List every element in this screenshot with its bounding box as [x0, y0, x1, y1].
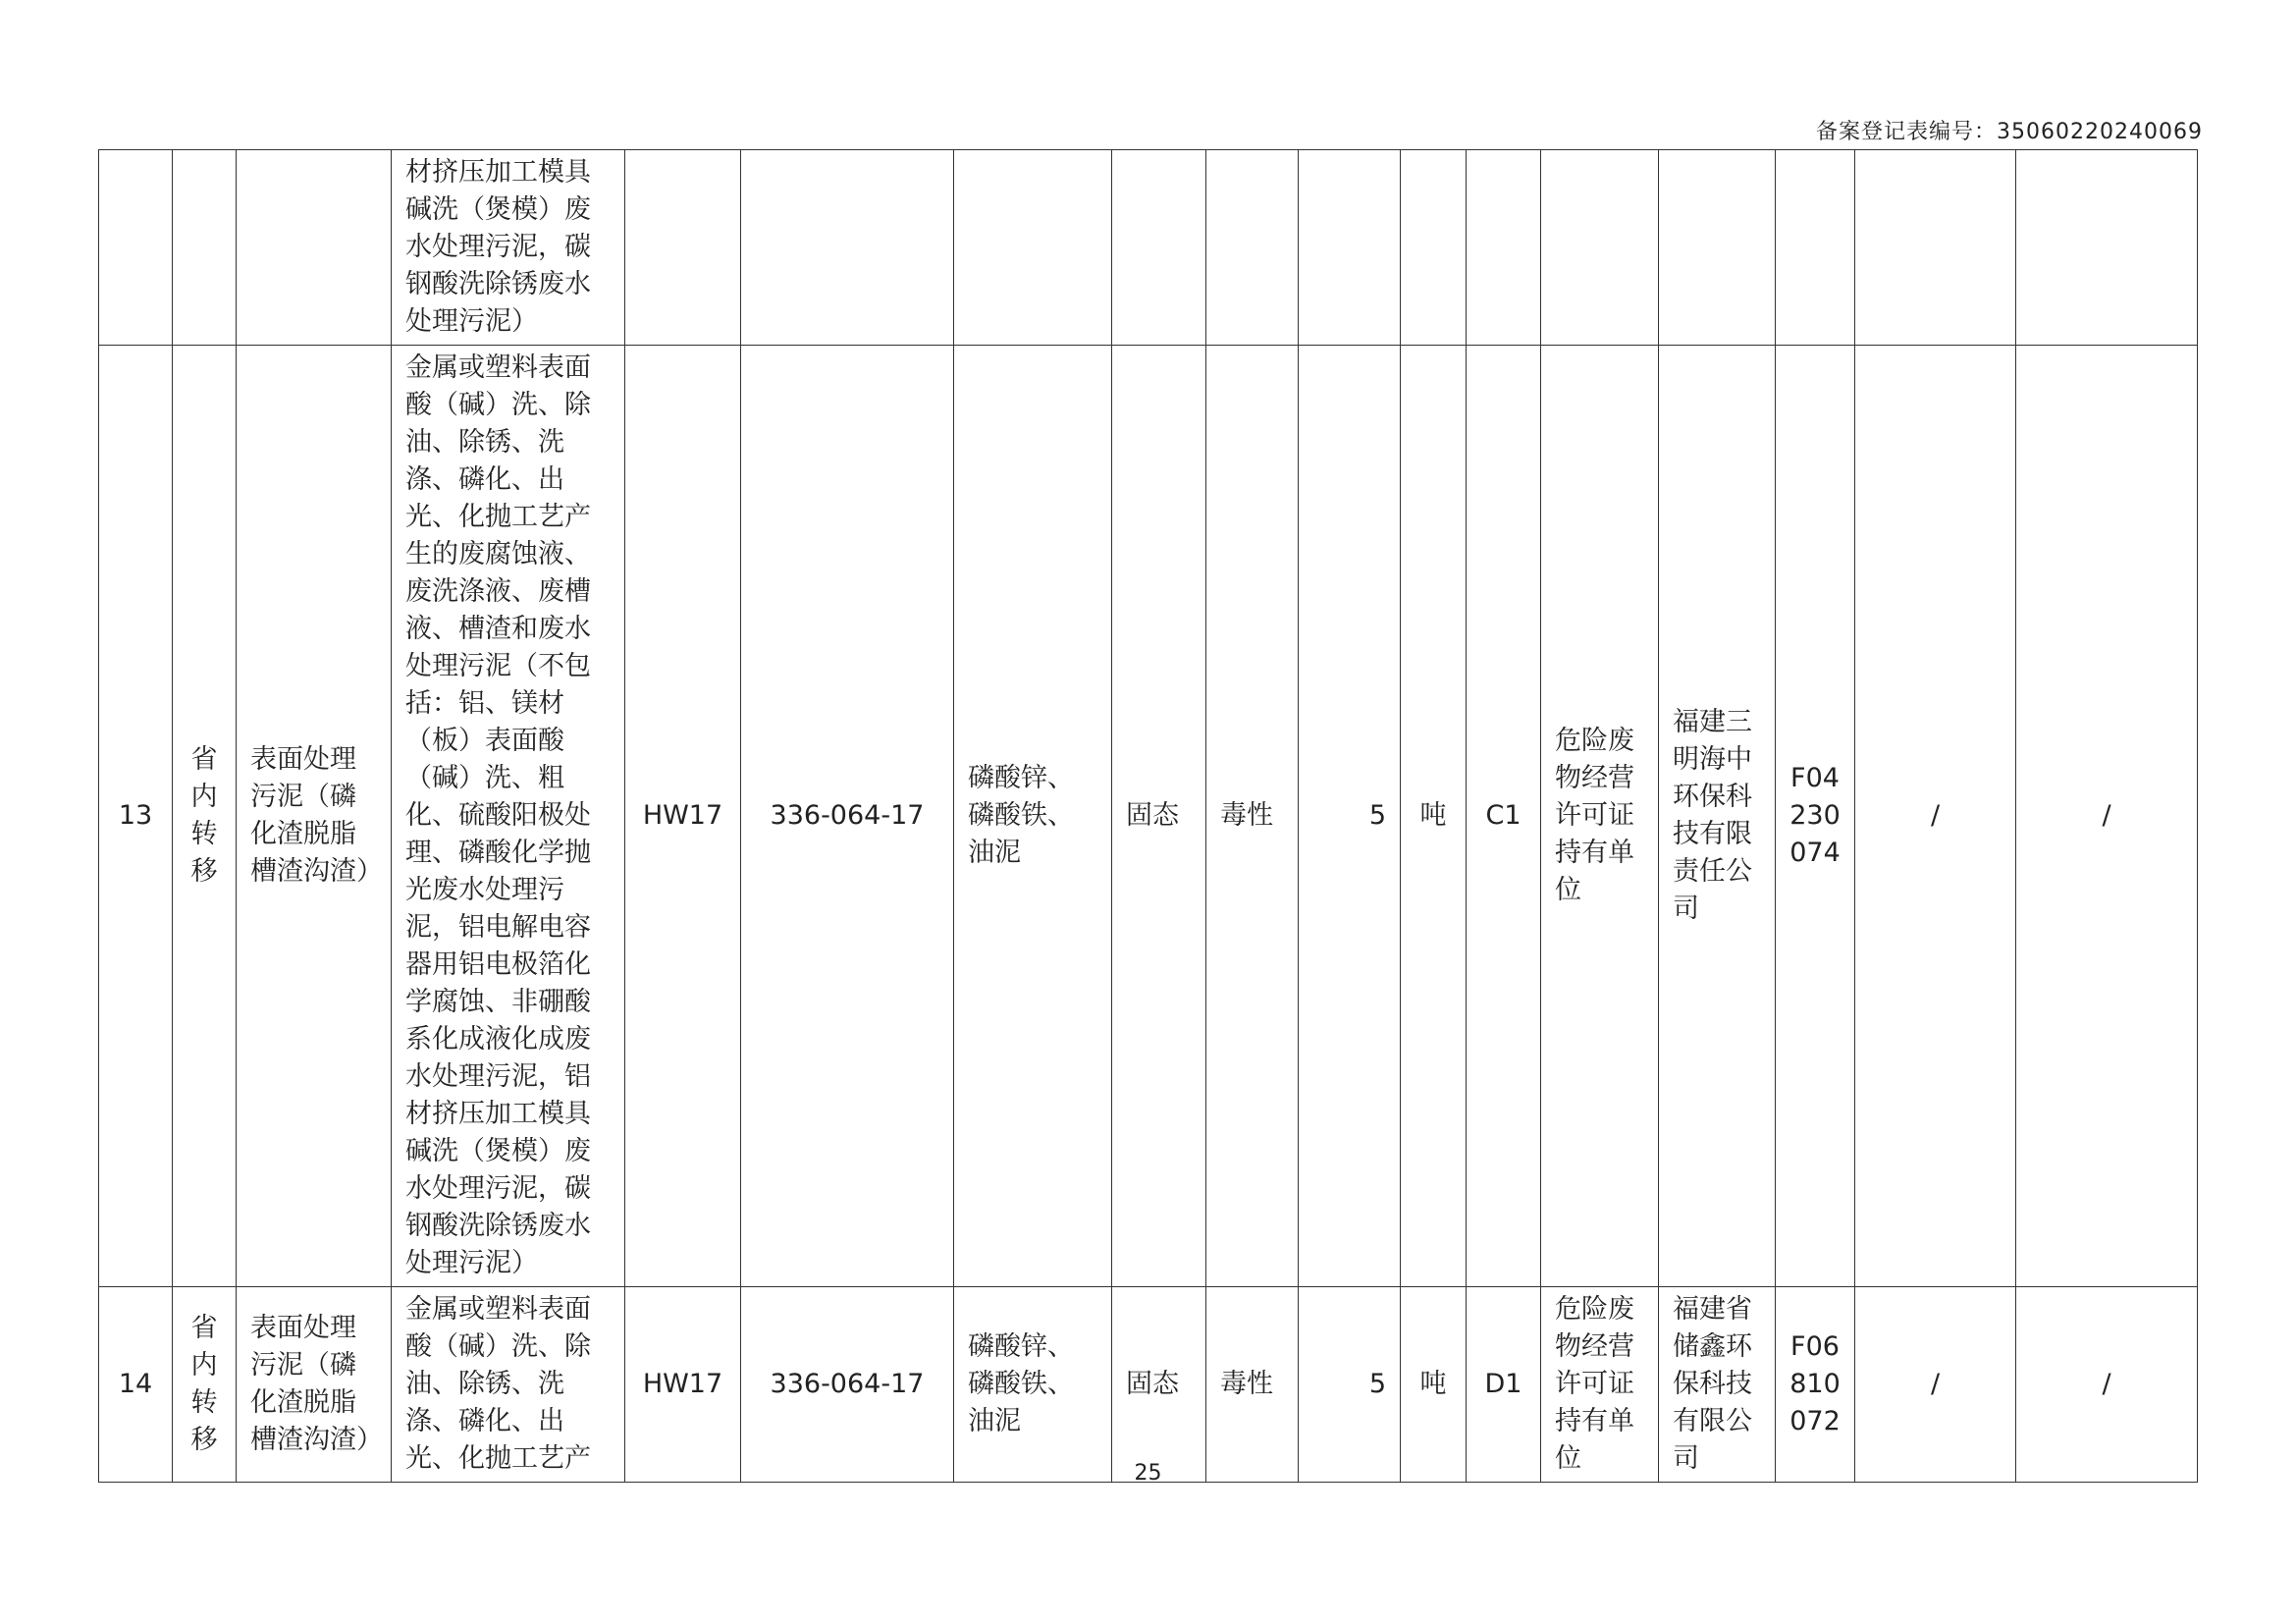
cell-category: HW17 — [625, 1287, 741, 1483]
cell-unit: 吨 — [1401, 346, 1467, 1287]
cell-components — [954, 150, 1112, 346]
cell-description: 金属或塑料表面酸（碱）洗、除油、除锈、洗涤、磷化、出光、化抛工艺产生的废腐蚀液、废洗涤液、废槽液、槽渣和废水处理污泥（不包括：铝、镁材（板）表面酸（碱）洗、粗化、硫酸阳极处理、磷酸化学抛光废水处理污泥，铝电解电容器用铝电极箔化学腐蚀、非硼酸系化成液化成废水处理污泥，铝材挤压加工模具碱洗（煲模）废水处理污泥，碳钢酸洗除锈废水处理污泥） — [392, 346, 625, 1287]
cell-name — [237, 150, 392, 346]
cell-hazard: 毒性 — [1206, 346, 1299, 1287]
cell-transfer: 省内转移 — [173, 346, 237, 1287]
cell-code — [741, 150, 954, 346]
cell-method — [1467, 150, 1541, 346]
cell-receiver-type: 危险废物经营许可证持有单位 — [1541, 346, 1659, 1287]
cell-code: 336-064-17 — [741, 346, 954, 1287]
cell-hazard: 毒性 — [1206, 1287, 1299, 1483]
cell-transfer — [173, 150, 237, 346]
cell-col15: / — [2016, 1287, 2198, 1483]
cell-form: 固态 — [1112, 1287, 1206, 1483]
cell-quantity: 5 — [1299, 346, 1401, 1287]
cell-name: 表面处理污泥（磷化渣脱脂槽渣沟渣） — [237, 346, 392, 1287]
table-row — [99, 346, 2198, 1287]
cell-no: 13 — [99, 346, 173, 1287]
cell-unit — [1401, 150, 1467, 346]
table-row — [99, 150, 2198, 346]
cell-receiver: 福建省储鑫环保科技有限公司 — [1659, 1287, 1776, 1483]
cell-quantity: 5 — [1299, 1287, 1401, 1483]
hazardous-waste-table — [98, 149, 2198, 1483]
cell-category — [625, 150, 741, 346]
cell-category: HW17 — [625, 346, 741, 1287]
cell-col14 — [1855, 150, 2016, 346]
cell-method: D1 — [1467, 1287, 1541, 1483]
cell-form: 固态 — [1112, 346, 1206, 1287]
cell-components: 磷酸锌、磷酸铁、油泥 — [954, 346, 1112, 1287]
cell-form — [1112, 150, 1206, 346]
cell-description: 材挤压加工模具碱洗（煲模）废水处理污泥，碳钢酸洗除锈废水处理污泥） — [392, 150, 625, 346]
cell-receiver: 福建三明海中环保科技有限责任公司 — [1659, 346, 1776, 1287]
cell-col14: / — [1855, 346, 2016, 1287]
cell-no: 14 — [99, 1287, 173, 1483]
cell-receiver-type: 危险废物经营许可证持有单位 — [1541, 1287, 1659, 1483]
cell-col15: / — [2016, 346, 2198, 1287]
cell-hazard — [1206, 150, 1299, 346]
cell-license: F06810072 — [1776, 1287, 1855, 1483]
cell-receiver — [1659, 150, 1776, 346]
cell-receiver-type — [1541, 150, 1659, 346]
cell-code: 336-064-17 — [741, 1287, 954, 1483]
cell-components: 磷酸锌、磷酸铁、油泥 — [954, 1287, 1112, 1483]
cell-description: 金属或塑料表面酸（碱）洗、除油、除锈、洗涤、磷化、出光、化抛工艺产 — [392, 1287, 625, 1483]
cell-no — [99, 150, 173, 346]
cell-license: F04230074 — [1776, 346, 1855, 1287]
table-row — [99, 1287, 2198, 1483]
page-number: 25 — [1134, 1461, 1162, 1486]
cell-col15 — [2016, 150, 2198, 346]
cell-transfer: 省内转移 — [173, 1287, 237, 1483]
cell-unit: 吨 — [1401, 1287, 1467, 1483]
cell-license — [1776, 150, 1855, 346]
registration-number: 备案登记表编号：35060220240069 — [1816, 120, 2203, 144]
cell-col14: / — [1855, 1287, 2016, 1483]
cell-quantity — [1299, 150, 1401, 346]
cell-method: C1 — [1467, 346, 1541, 1287]
cell-name: 表面处理污泥（磷化渣脱脂槽渣沟渣） — [237, 1287, 392, 1483]
